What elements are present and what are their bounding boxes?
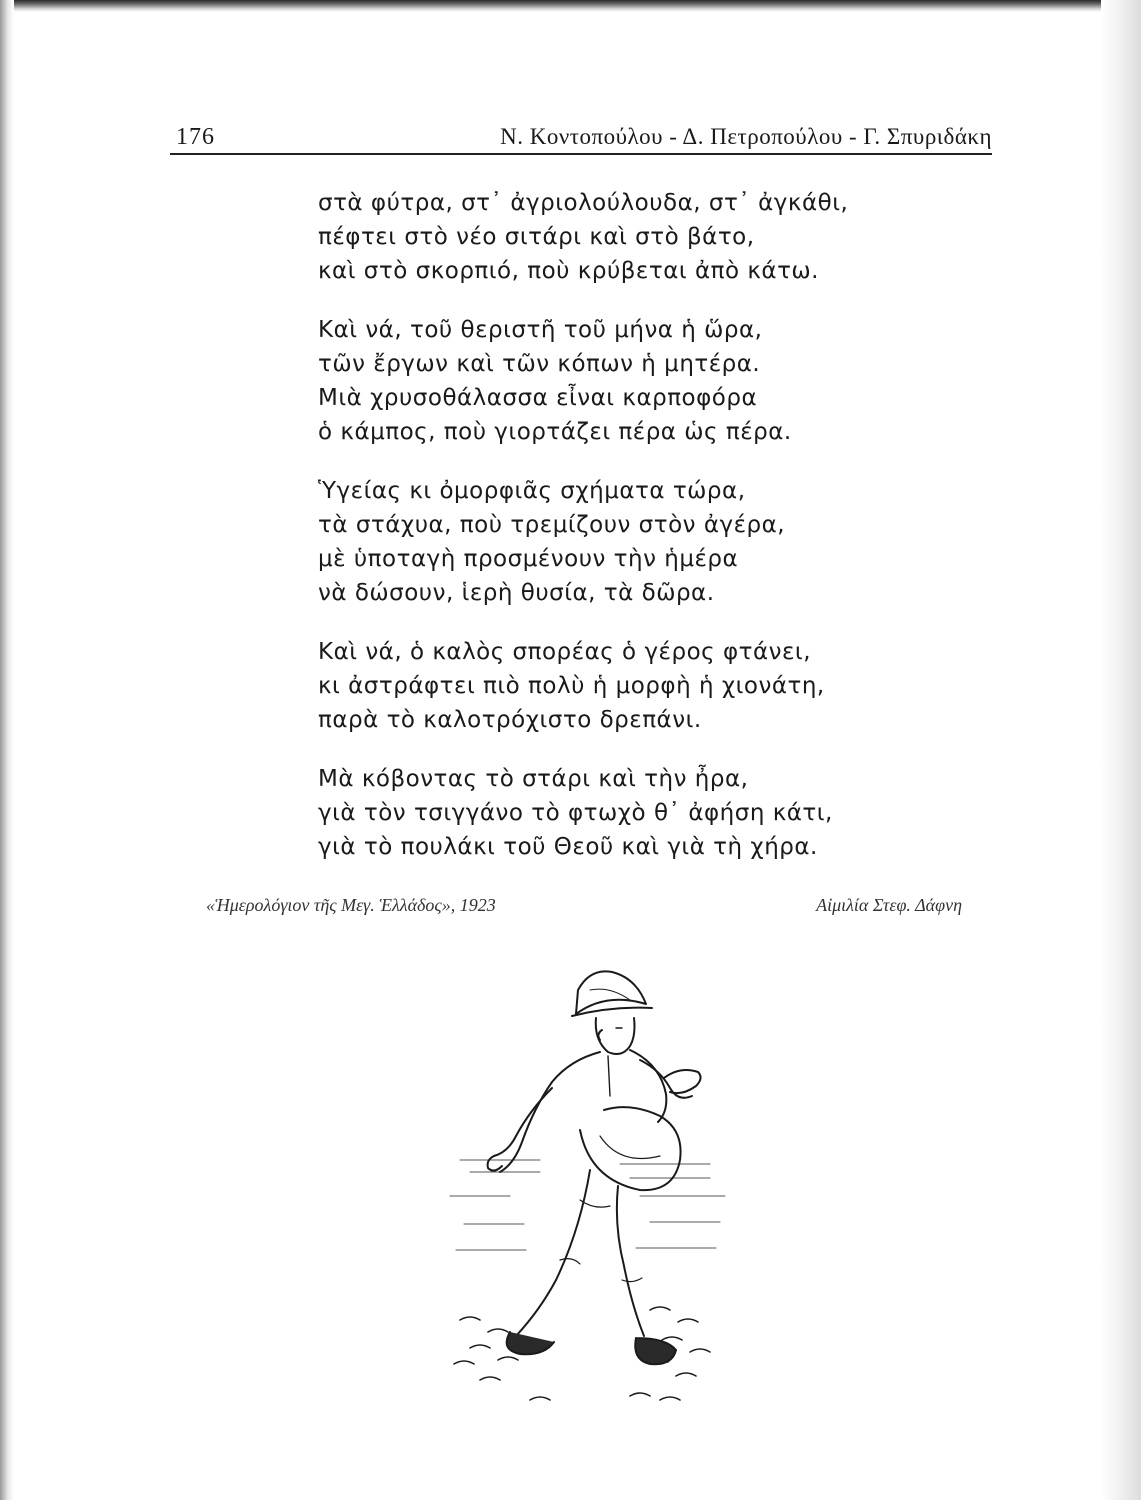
- verse-line: Μὰ κόβοντας τὸ στάρι καὶ τὴν ἦρα,: [318, 766, 749, 792]
- verse-line: στὰ φύτρα, στ᾽ ἀγριολούλουδα, στ᾽ ἀγκάθι,: [318, 190, 849, 216]
- verse-line: παρὰ τὸ καλοτρόχιστο δρεπάνι.: [318, 707, 702, 733]
- verse-line: κι ἀστράφτει πιὸ πολὺ ἡ μορφὴ ἡ χιονάτη,: [318, 673, 825, 699]
- page-right-edge: [1101, 0, 1141, 1500]
- verse-line: ὁ κάμπος, ποὺ γιορτάζει πέρα ὡς πέρα.: [318, 419, 792, 445]
- verse-line: μὲ ὑποταγὴ προσμένουν τὴν ἡμέρα: [318, 546, 739, 572]
- header-rule: [170, 153, 992, 155]
- stanza: [318, 762, 898, 864]
- stanza: [318, 313, 898, 449]
- running-head: [176, 118, 996, 158]
- verse-line: γιὰ τὸ πουλάκι τοῦ Θεοῦ καὶ γιὰ τὴ χήρα.: [318, 834, 818, 860]
- stanza: [318, 474, 898, 610]
- sower-illustration: [440, 960, 740, 1420]
- verse-line: Καὶ νά, ὁ καλὸς σπορέας ὁ γέρος φτάνει,: [318, 639, 812, 665]
- stanza: [318, 635, 898, 737]
- verse-line: πέφτει στὸ νέο σιτάρι καὶ στὸ βάτο,: [318, 224, 755, 250]
- verse-line: γιὰ τὸν τσιγγάνο τὸ φτωχὸ θ᾽ ἀφήση κάτι,: [318, 800, 833, 826]
- header-authors: Ν. Κοντοπούλου - Δ. Πετροπούλου - Γ. Σπυριδάκη: [500, 124, 992, 149]
- verse-line: καὶ στὸ σκορπιό, ποὺ κρύβεται ἀπὸ κάτω.: [318, 258, 819, 284]
- page-number: 176: [176, 124, 215, 150]
- poem-author: Αἰμιλία Στεφ. Δάφνη: [816, 895, 962, 915]
- poem: [318, 186, 898, 889]
- verse-line: τῶν ἔργων καὶ τῶν κόπων ἡ μητέρα.: [318, 351, 761, 377]
- source-citation: «Ἡμερολόγιον τῆς Μεγ. Ἑλλάδος», 1923: [206, 895, 496, 915]
- verse-line: Μιὰ χρυσοθάλασσα εἶναι καρποφόρα: [318, 385, 758, 411]
- verse-line: τὰ στάχυα, ποὺ τρεμίζουν στὸν ἀγέρα,: [318, 512, 786, 538]
- verse-line: Καὶ νά, τοῦ θεριστῆ τοῦ μήνα ἡ ὥρα,: [318, 317, 763, 343]
- page-top-edge: [0, 0, 1141, 12]
- page-left-edge: [0, 0, 14, 1500]
- attribution: [206, 895, 976, 921]
- verse-line: νὰ δώσουν, ἱερὴ θυσία, τὰ δῶρα.: [318, 580, 715, 606]
- stanza: [318, 186, 898, 288]
- verse-line: Ὑγείας κι ὀμορφιᾶς σχήματα τώρα,: [318, 478, 746, 504]
